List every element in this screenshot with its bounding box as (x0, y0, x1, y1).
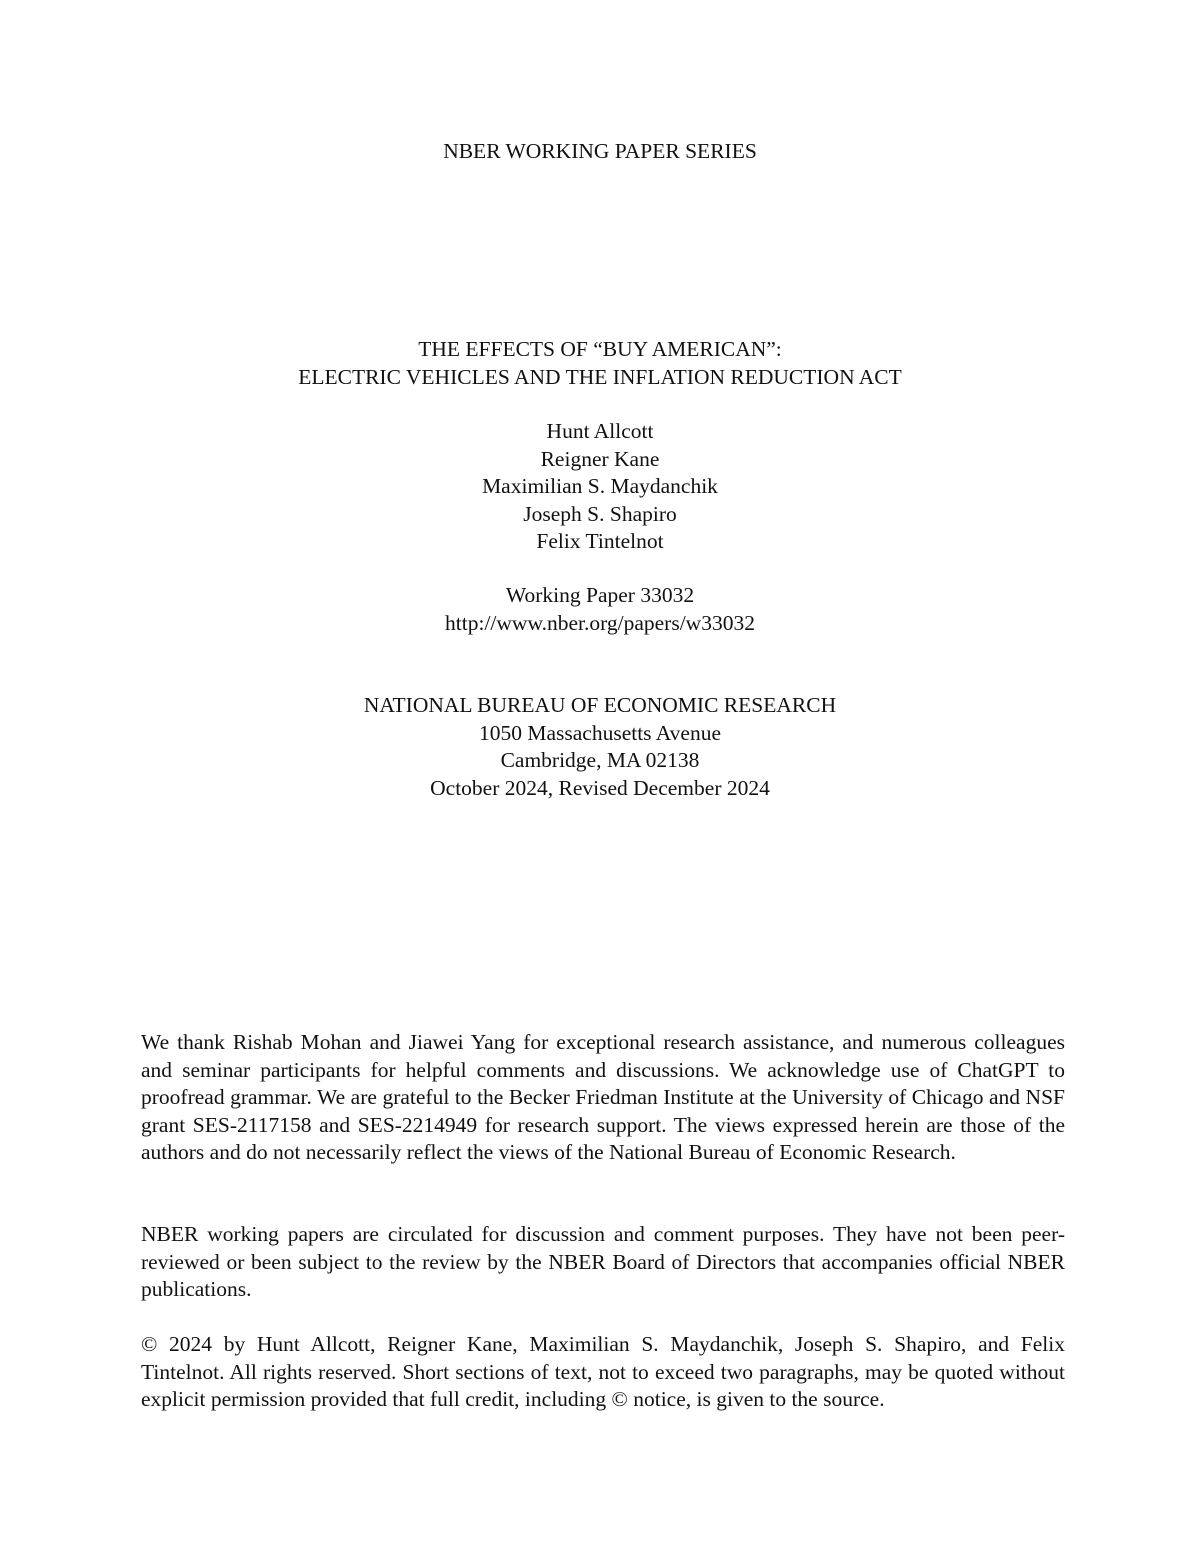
author-name: Felix Tintelnot (536, 529, 664, 553)
disclaimer-paragraph: NBER working papers are circulated for discussion and comment purposes. They have not been peer-reviewed or been subject to the review by the NBER Board of Directors that accompanies official NBER publications. (141, 1222, 1065, 1301)
publisher-city: Cambridge, MA 02138 (500, 748, 700, 772)
series-heading (0, 138, 1200, 166)
publisher-street: 1050 Massachusetts Avenue (478, 720, 722, 745)
working-paper-number: Working Paper 33032 (505, 583, 695, 607)
paper-title (0, 336, 1200, 391)
publication-date: October 2024, Revised December 2024 (430, 775, 770, 800)
title-line-1: THE EFFECTS OF “BUY AMERICAN”: (418, 337, 782, 361)
acknowledgements-paragraph: We thank Rishab Mohan and Jiawei Yang for exceptional research assistance, and numerous colleagues and seminar participants for helpful comments and discussions. We acknowledge use of ChatGPT to proofread grammar. We are grateful to the Becker Friedman Institute at the University of Chicago and NSF grant SES-2117158 and SES-2214949 for research support. The views expressed herein are those of the authors and do not necessarily reflect the views of the National Bureau of Economic Research. (141, 1030, 1065, 1164)
publisher-name: NATIONAL BUREAU OF ECONOMIC RESEARCH (363, 693, 837, 717)
copyright-paragraph: © 2024 by Hunt Allcott, Reigner Kane, Maximilian S. Maydanchik, Joseph S. Shapiro, and Felix Tintelnot. All rights reserved. Short sections of text, not to exceed two paragraphs, may be quoted without explicit permission provided that full credit, including © notice, is given to the source. (141, 1332, 1065, 1411)
title-line-2: ELECTRIC VEHICLES AND THE INFLATION REDUCTION ACT (298, 364, 902, 389)
author-list (0, 418, 1200, 556)
author-name: Reigner Kane (540, 446, 660, 471)
author-name: Maximilian S. Maydanchik (482, 474, 718, 498)
working-paper-info (0, 582, 1200, 637)
author-name: Hunt Allcott (546, 419, 654, 443)
publisher-block (0, 692, 1200, 802)
author-name: Joseph S. Shapiro (523, 501, 677, 526)
working-paper-url: http://www.nber.org/papers/w33032 (445, 610, 755, 635)
series-label: NBER WORKING PAPER SERIES (443, 139, 757, 163)
